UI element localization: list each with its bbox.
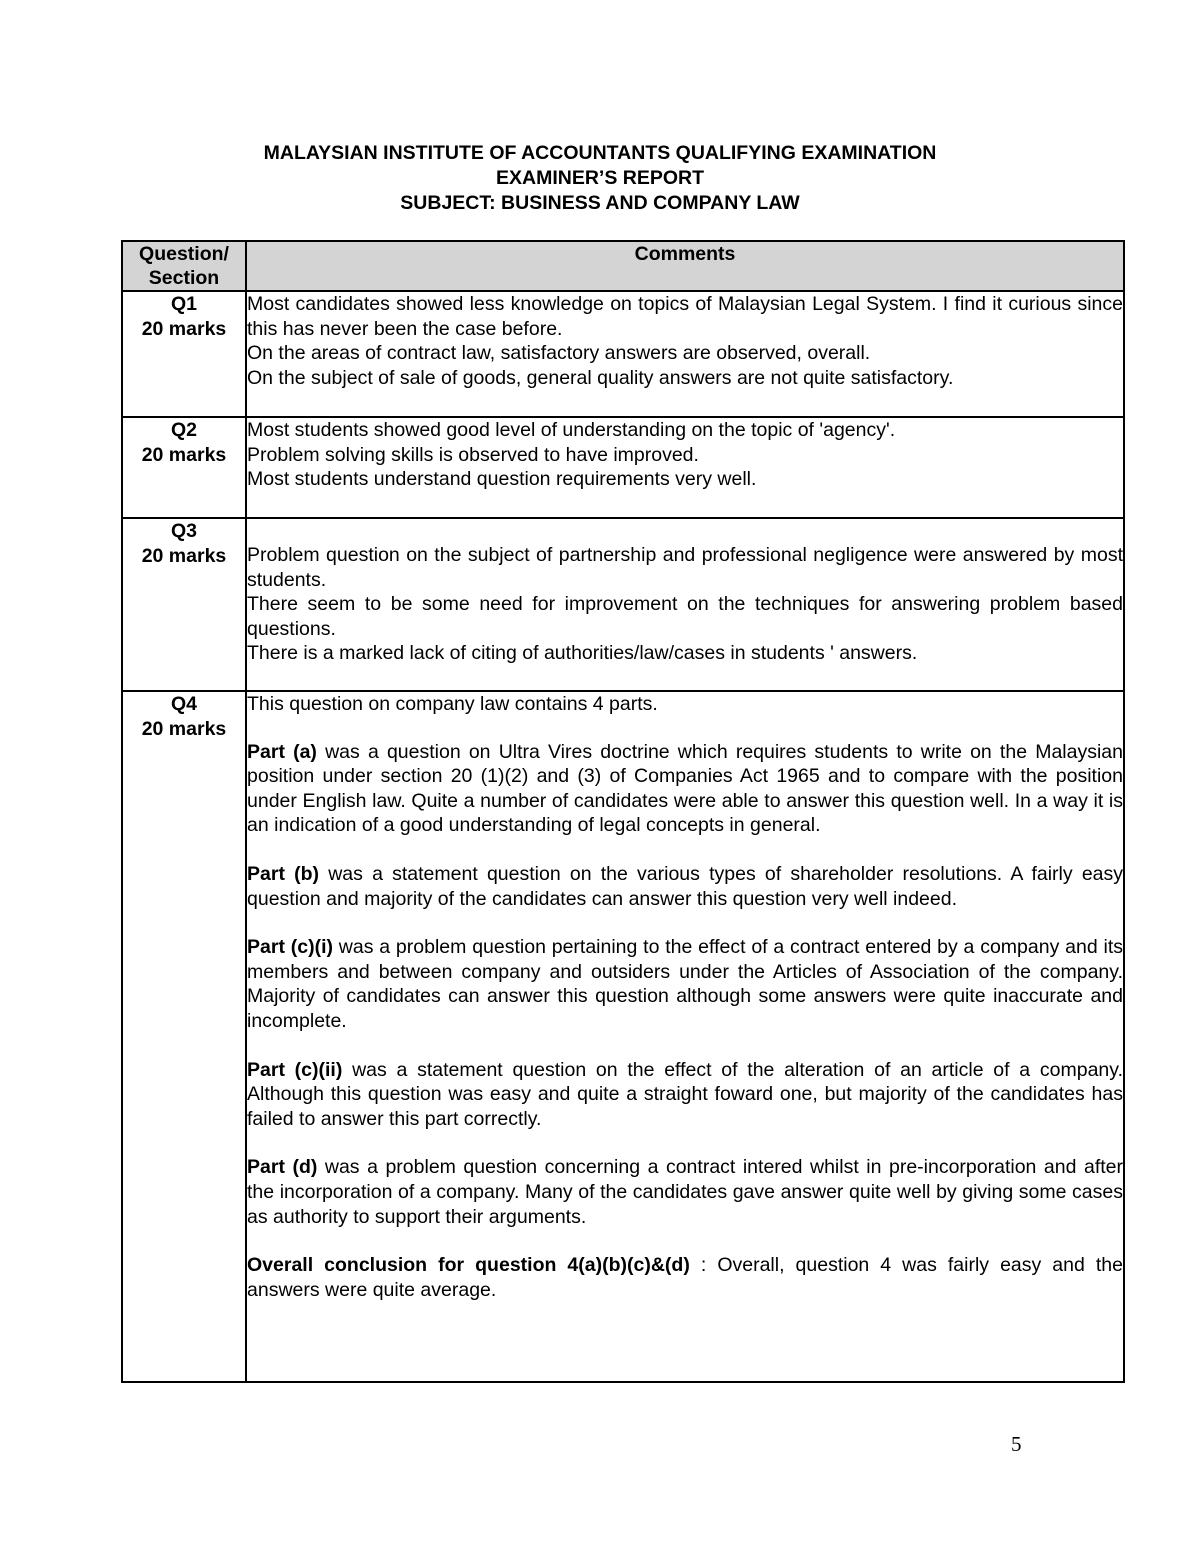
q2-marks: 20 marks [141, 443, 227, 466]
report-title-line1: MALAYSIAN INSTITUTE OF ACCOUNTANTS QUALIFYING EXAMINATION [263, 142, 937, 164]
examiner-report-table [121, 240, 1125, 1383]
q1-marks: 20 marks [141, 317, 227, 340]
table-row-q3 [122, 518, 1124, 691]
q4-gap [247, 1131, 1123, 1155]
header-section-label: Section [148, 267, 220, 289]
q4-part-ci [247, 935, 1123, 1033]
q4-gap [247, 1229, 1123, 1253]
q1-cell [122, 291, 246, 417]
q3-top-gap [247, 519, 1123, 543]
q4-comments [246, 691, 1124, 1382]
q4-marks: 20 marks [141, 717, 227, 740]
table-row-q1 [122, 291, 1124, 417]
q4-part-b [247, 862, 1123, 911]
report-title-block [0, 141, 1200, 216]
q2-comment-3: Most students understand question requirements very well. [247, 468, 757, 491]
table-row-q4 [122, 691, 1124, 1382]
q4-label: Q4 [170, 693, 197, 715]
q2-cell [122, 417, 246, 518]
q2-comments [246, 417, 1124, 518]
q4-part-a [247, 740, 1123, 838]
part-d-text: was a problem question concerning a contract intered whilst in pre-incorporation and after the incorporation of a company. Many of the candidates gave answer quite well by giving some cases as authority to support their arguments. [247, 1156, 1123, 1228]
q3-cell [122, 518, 246, 691]
page-number: 5 [1011, 1432, 1022, 1456]
q1-comment-1: Most candidates showed less knowledge on topics of Malaysian Legal System. I find it curious since this has never been the case before. [247, 293, 1123, 340]
part-a-text: was a question on Ultra Vires doctrine which requires students to write on the Malaysian position under section 20 (1)(2) and (3) of Companies Act 1965 and to compare with the position under English law. Quite a number of candidates were able to answer this question well. In a way it is an indication of a good understanding of legal concepts in general. [247, 740, 1123, 837]
q3-comments [246, 518, 1124, 691]
part-cii-label: Part (c)(ii) [247, 1058, 343, 1081]
q3-comment-1: Problem question on the subject of partnership and professional negligence were answered by most students. [247, 544, 1123, 591]
q2-comment-1: Most students showed good level of understanding on the topic of 'agency'. [247, 419, 896, 441]
report-title-line2: EXAMINER’S REPORT [495, 167, 705, 189]
q4-intro: This question on company law contains 4 parts. [247, 693, 658, 715]
part-b-label: Part (b) [247, 862, 320, 885]
table-header-row [122, 241, 1124, 291]
part-b-text: was a statement question on the various types of shareholder resolutions. A fairly easy question and majority of the candidates can answer this question very well indeed. [247, 862, 1124, 910]
q4-conclusion [247, 1253, 1123, 1302]
q1-label: Q1 [170, 293, 197, 315]
conclusion-text: : Overall, question 4 was fairly easy and the answers were quite average. [247, 1254, 1123, 1301]
q1-comment-3: On the subject of sale of goods, general quality answers are not quite satisfactory. [247, 366, 954, 389]
q2-label: Q2 [170, 419, 197, 441]
report-title-line3: SUBJECT: BUSINESS AND COMPANY LAW [400, 192, 800, 214]
q1-comment-2: On the areas of contract law, satisfactory answers are observed, overall. [247, 342, 871, 365]
q4-gap [247, 838, 1123, 862]
question-section-header [122, 241, 246, 291]
q4-cell [122, 691, 246, 1382]
q1-comments [246, 291, 1124, 417]
q4-gap [247, 717, 1123, 740]
q3-label: Q3 [170, 520, 197, 542]
q3-comment-3: There is a marked lack of citing of authorities/law/cases in students ' answers. [247, 642, 918, 665]
conclusion-label: Overall conclusion for question 4(a)(b)(c)&(d) [247, 1254, 690, 1277]
part-d-label: Part (d) [247, 1156, 318, 1179]
table-row-q2 [122, 417, 1124, 518]
part-cii-text: was a statement question on the effect of the alteration of an article of a company. Although this question was easy and quite a straight foward one, but majority of the candidates has failed to answer this part correctly. [247, 1058, 1123, 1130]
q4-gap [247, 1034, 1123, 1058]
part-ci-label: Part (c)(i) [247, 936, 333, 959]
q4-gap [247, 911, 1123, 935]
q3-comment-2: There seem to be some need for improvement on the techniques for answering problem based questions. [247, 593, 1123, 640]
q4-part-cii [247, 1058, 1123, 1132]
q3-marks: 20 marks [141, 544, 227, 567]
header-question-label: Question/ [139, 243, 229, 265]
q2-comment-2: Problem solving skills is observed to have improved. [247, 443, 699, 466]
q4-part-d [247, 1155, 1123, 1229]
part-a-label: Part (a) [247, 740, 317, 763]
part-ci-text: was a problem question pertaining to the effect of a contract entered by a company and its members and between company and outsiders under the Articles of Association of the company. Majority of candidates can answer this question although some answers were quite inaccurate and incomplete. [247, 936, 1123, 1032]
comments-header: Comments [246, 241, 1124, 291]
